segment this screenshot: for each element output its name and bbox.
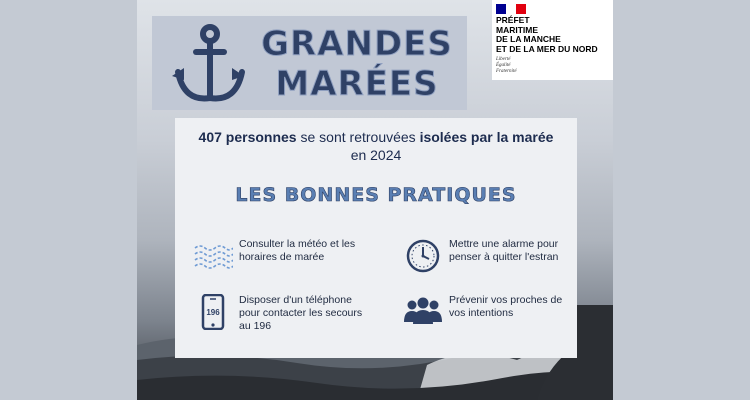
motto-line: Liberté (496, 57, 511, 62)
waves-icon (193, 238, 233, 274)
info-panel (175, 118, 577, 358)
stat-middle: se sont retrouvées (296, 129, 420, 145)
practice-item-alarm (403, 238, 573, 274)
phone-screen-number: 196 (206, 308, 220, 317)
motto-line: Fraternité (496, 69, 517, 74)
practice-item-phone (193, 294, 373, 333)
title-box (152, 16, 467, 110)
practice-text: Prévenir vos proches de vos intentions (449, 294, 563, 319)
practice-text: Mettre une alarme pour penser à quitter l'estran (449, 238, 559, 263)
stat-count: 407 personnes (198, 129, 297, 145)
flag-icon (496, 4, 526, 14)
poster (137, 0, 613, 400)
practice-text: Consulter la météo et les horaires de marée (239, 238, 356, 263)
motto-line: Égalité (496, 63, 511, 68)
flag-stripe-white (506, 4, 516, 14)
title-line-2: MARÉES (275, 64, 439, 104)
stat-highlight: isolées par la marée (419, 129, 554, 145)
practices-heading: LES BONNES PRATIQUES (235, 184, 517, 206)
title-line-1: GRANDES (261, 24, 453, 64)
stat-text (175, 128, 577, 164)
logo-name-line: ET DE LA MER DU NORD (496, 43, 598, 54)
phone-icon (193, 294, 233, 330)
practice-item-weather (193, 238, 373, 274)
page-title (252, 24, 462, 104)
stat-year: en 2024 (350, 147, 402, 163)
clock-icon (403, 238, 443, 274)
flag-stripe-red (516, 4, 526, 14)
logo-name-line: MARITIME (496, 24, 539, 35)
practice-text: Disposer d'un téléphone pour contacter les secours au 196 (239, 294, 363, 332)
logo-motto (496, 57, 517, 75)
anchor-icon (170, 22, 246, 106)
prefecture-logo (492, 0, 613, 80)
logo-name (496, 16, 598, 54)
logo-name-line: PRÉFET (496, 15, 530, 25)
logo-name-line: DE LA MANCHE (496, 34, 561, 44)
practice-item-relatives (403, 294, 573, 330)
flag-stripe-blue (496, 4, 506, 14)
people-icon (403, 294, 443, 330)
